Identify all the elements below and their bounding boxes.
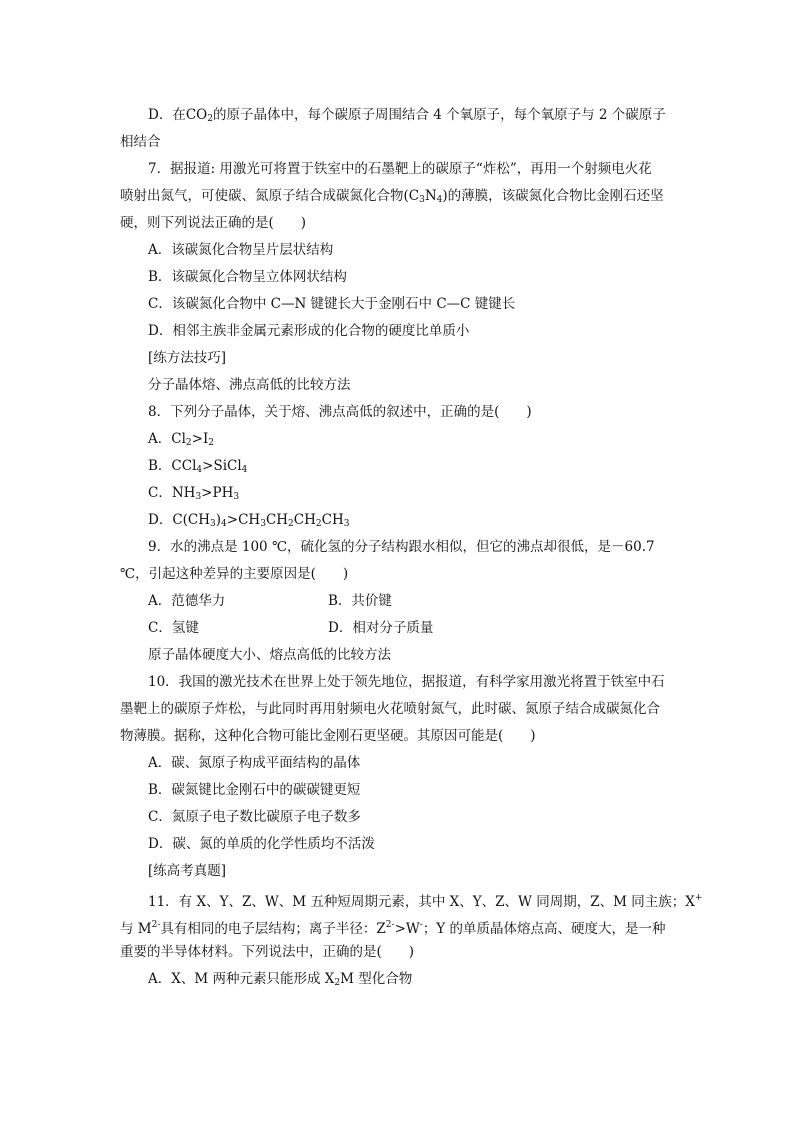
subheading-atomic-crystal: 原子晶体硬度大小、熔点高低的比较方法	[148, 647, 391, 663]
q6-option-d: D．在$CO_2$的原子晶体中，每个碳原子周围结合 4 个氧原子，每个氧原子与 2 个碳原子	[148, 107, 666, 124]
q11-stem-line3: 重要的半导体材料。下列说法中，正确的是( )	[120, 944, 415, 960]
q6-option-d-cont: 相结合	[120, 134, 161, 150]
q10-stem-line2: 墨靶上的碳原子炸松，与此同时再用射频电火花喷射氮气，此时碳、氮原子结合成碳氮化合	[120, 701, 660, 717]
q11-stem-line1: 11．有 X、Y、Z、W、M 五种短周期元素，其中 X、Y、Z、W 同周期，Z、M 同主族；X+	[148, 893, 703, 910]
q11-option-a: A．X、M 两种元素只能形成 $X_2M$ 型化合物	[148, 971, 413, 988]
q8-option-a: A．$Cl_2>I_2$	[148, 431, 215, 448]
q8-stem: 8．下列分子晶体，关于熔、沸点高低的叙述中，正确的是( )	[148, 404, 532, 420]
q10-option-b: B．碳氮键比金刚石中的碳碳键更短	[148, 782, 361, 798]
q10-stem-line1: 10．我国的激光技术在世界上处于领先地位，据报道，有科学家用激光将置于铁室中石	[148, 674, 665, 690]
q7-option-c: C．该碳氮化合物中 C—N 键键长大于金刚石中 C—C 键键长	[148, 296, 516, 312]
subheading-molecular-crystal: 分子晶体熔、沸点高低的比较方法	[148, 377, 351, 393]
section-heading-exam: [练高考真题]	[148, 863, 227, 879]
q9-option-d: D．相对分子质量	[328, 620, 434, 636]
q9-option-a: A．范德华力	[148, 593, 226, 609]
q10-option-a: A．碳、氮原子构成平面结构的晶体	[148, 755, 361, 771]
q10-option-c: C．氮原子电子数比碳原子电子数多	[148, 809, 361, 825]
q7-stem-line3: 硬，则下列说法正确的是( )	[120, 215, 307, 231]
q10-option-d: D．碳、氮的单质的化学性质均不活泼	[148, 836, 375, 852]
q8-option-b: B．CCl$_4$>SiCl$_4$	[148, 458, 248, 475]
q9-stem-line1: 9．水的沸点是 100 ℃，硫化氢的分子结构跟水相似，但它的沸点却很低，是－60.7	[148, 539, 655, 555]
q7-option-b: B．该碳氮化合物呈立体网状结构	[148, 269, 347, 285]
q9-option-c: C．氢键	[148, 620, 199, 636]
q7-stem-line1: 7．据报道: 用激光可将置于铁室中的石墨靶上的碳原子“炸松”，再用一个射频电火花	[148, 161, 652, 177]
q9-option-b: B．共价键	[328, 593, 392, 609]
q9-stem-line2: ℃，引起这种差异的主要原因是( )	[120, 566, 349, 582]
q8-option-c: C．$NH_3>PH_3$	[148, 485, 240, 502]
q8-option-d: D．$C(CH_3)_4>CH_3CH_2CH_2CH_3$	[148, 512, 350, 529]
q7-stem-line2: 喷射出氮气，可使碳、氮原子结合成碳氮化合物$(C_3N_4)$的薄膜，该碳氮化合物比金刚石还坚	[120, 188, 664, 205]
q11-stem-line2: 与 $M^{2-}$具有相同的电子层结构；离子半径：$Z^{2-}>W^-$；Y 的单质晶体熔点高、硬度大，是一种	[120, 920, 666, 937]
q10-stem-line3: 物薄膜。据称，这种化合物可能比金刚石更坚硬。其原因可能是( )	[120, 728, 536, 744]
section-heading-methods: [练方法技巧]	[148, 350, 227, 366]
q7-option-d: D．相邻主族非金属元素形成的化合物的硬度比单质小	[148, 323, 470, 339]
q7-option-a: A．该碳氮化合物呈片层状结构	[148, 242, 334, 258]
